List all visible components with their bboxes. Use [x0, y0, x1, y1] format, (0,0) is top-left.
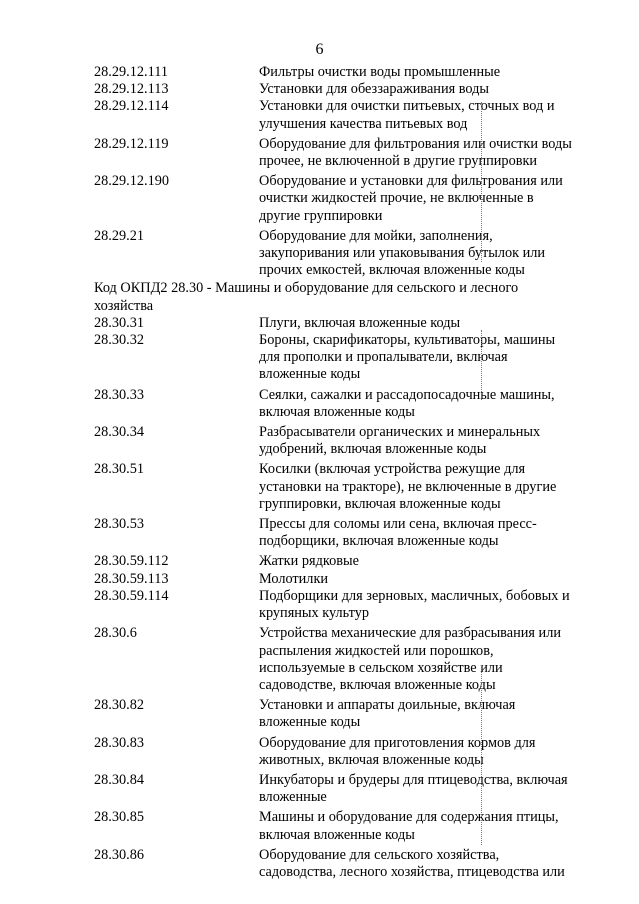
okpd-description-line: Прессы для соломы или сена, включая пресс-: [259, 516, 537, 533]
scan-margin-line: [481, 330, 482, 400]
okpd-description-line: Подборщики для зерновых, масличных, бобовых и: [259, 587, 570, 604]
okpd-description-line: крупяных культур: [259, 605, 369, 622]
okpd-row: [94, 81, 604, 98]
okpd-code: 28.30.51: [94, 461, 145, 478]
okpd-row: [94, 98, 604, 132]
okpd-description: [259, 64, 604, 81]
okpd-description: [259, 81, 604, 98]
okpd-code: 28.30.83: [94, 734, 145, 751]
okpd-description-line: Оборудование для сельского хозяйства,: [259, 846, 500, 863]
okpd-row: [94, 387, 604, 421]
okpd-code: 28.30.59.112: [94, 553, 169, 570]
okpd-description-line: улучшения качества питьевых вод: [259, 115, 468, 132]
okpd-description: [259, 809, 604, 843]
okpd-row: [94, 697, 604, 731]
okpd-code: 28.29.12.114: [94, 98, 169, 115]
okpd-description-line: Оборудование и установки для фильтрования или: [259, 173, 563, 190]
okpd-description-line: прочее, не включенной в другие группировки: [259, 153, 538, 170]
okpd-code: 28.30.59.113: [94, 570, 169, 587]
scan-margin-line: [481, 665, 482, 845]
okpd-row: [94, 625, 604, 694]
okpd-code: 28.30.32: [94, 332, 145, 349]
okpd-description-line: вложенные коды: [259, 714, 361, 731]
okpd-row: [94, 735, 604, 769]
okpd-description-line: Оборудование для приготовления кормов для: [259, 734, 536, 751]
okpd-description-line: установки на тракторе), не включенные в другие: [259, 478, 557, 495]
okpd-row: [94, 553, 604, 570]
okpd-description-line: вложенные: [259, 789, 327, 806]
okpd-row: [94, 228, 604, 280]
okpd-description: [259, 553, 604, 570]
okpd-row: [94, 173, 604, 225]
okpd-description-line: Установки для очистки питьевых, сточных вод и: [259, 98, 555, 115]
okpd-code: 28.30.59.114: [94, 587, 169, 604]
okpd-row: [94, 571, 604, 588]
okpd-description-line: Бороны, скарификаторы, культиваторы, машины: [259, 332, 556, 349]
okpd-code: 28.30.34: [94, 424, 145, 441]
okpd-code: 28.30.85: [94, 809, 145, 826]
okpd-row: [94, 588, 604, 622]
okpd-description: [259, 697, 604, 731]
section-heading-line: хозяйства: [94, 297, 154, 314]
okpd-description: [259, 387, 604, 421]
okpd-description: [259, 625, 604, 694]
scan-margin-line: [481, 102, 482, 262]
okpd-code: 28.30.82: [94, 697, 145, 714]
okpd-description-line: Установки и аппараты доильные, включая: [259, 697, 516, 714]
okpd-description-line: Косилки (включая устройства режущие для: [259, 461, 526, 478]
okpd-row: [94, 772, 604, 806]
okpd-code: 28.29.21: [94, 227, 145, 244]
okpd-description-line: Молотилки: [259, 570, 329, 587]
okpd-code: 28.29.12.111: [94, 64, 168, 80]
okpd-description-line: другие группировки: [259, 207, 383, 224]
okpd-description-line: животных, включая вложенные коды: [259, 751, 484, 768]
okpd-description-line: Сеялки, сажалки и рассадопосадочные машины,: [259, 386, 555, 403]
okpd-description-line: садоводства, лесного хозяйства, птицеводства или: [259, 863, 565, 880]
okpd-code: 28.29.12.190: [94, 173, 170, 190]
okpd-description-line: включая вложенные коды: [259, 826, 415, 843]
section-heading: [94, 280, 604, 314]
okpd-description: [259, 461, 604, 513]
okpd-description: [259, 735, 604, 769]
okpd-row: [94, 315, 604, 332]
okpd-description: [259, 772, 604, 806]
okpd-description-line: Оборудование для мойки, заполнения,: [259, 227, 493, 244]
okpd-description-line: Разбрасыватели органических и минеральных: [259, 424, 541, 441]
okpd-description-line: Инкубаторы и брудеры для птицеводства, включая: [259, 771, 568, 788]
page-number: 6: [315, 41, 324, 58]
okpd-description-line: распыления жидкостей или порошков,: [259, 642, 494, 659]
okpd-description: [259, 173, 604, 225]
okpd-description-line: используемые в сельском хозяйстве или: [259, 659, 503, 676]
okpd-description: [259, 847, 604, 881]
document-body: [94, 64, 604, 881]
okpd-row: [94, 809, 604, 843]
okpd-description-line: удобрений, включая вложенные коды: [259, 441, 487, 458]
okpd-description-line: включая вложенные коды: [259, 403, 415, 420]
okpd-code: 28.30.31: [94, 314, 145, 331]
okpd-description-line: Оборудование для фильтрования или очистки воды: [259, 135, 572, 152]
okpd-code: 28.30.6: [94, 625, 137, 642]
okpd-description-line: группировки, включая вложенные коды: [259, 495, 501, 512]
okpd-description-line: Машины и оборудование для содержания птицы,: [259, 809, 559, 826]
okpd-code: 28.29.12.113: [94, 81, 169, 98]
okpd-row: [94, 64, 604, 81]
section-heading-line: Код ОКПД2 28.30 - Машины и оборудование для сельского и лесного: [94, 280, 519, 297]
okpd-code: 28.30.86: [94, 846, 145, 863]
okpd-code: 28.30.53: [94, 516, 145, 533]
okpd-description: [259, 315, 604, 332]
okpd-description: [259, 136, 604, 170]
okpd-description-line: садоводстве, включая вложенные коды: [259, 676, 496, 693]
okpd-description-line: Устройства механические для разбрасывания или: [259, 625, 561, 642]
okpd-description: [259, 424, 604, 458]
okpd-code: 28.30.33: [94, 386, 145, 403]
okpd-description-line: для прополки и пропалыватели, включая: [259, 349, 508, 366]
okpd-list-before: [94, 64, 604, 279]
okpd-description: [259, 98, 604, 132]
okpd-description-line: закупоривания или упаковывания бутылок или: [259, 245, 546, 262]
okpd-description-line: очистки жидкостей прочие, не включенные в: [259, 190, 534, 207]
okpd-row: [94, 332, 604, 384]
okpd-code: 28.29.12.119: [94, 135, 169, 152]
okpd-row: [94, 424, 604, 458]
okpd-description: [259, 571, 604, 588]
okpd-row: [94, 516, 604, 550]
okpd-description-line: вложенные коды: [259, 366, 361, 383]
okpd-description: [259, 228, 604, 280]
okpd-description-line: Плуги, включая вложенные коды: [259, 314, 461, 331]
okpd-description-line: прочих емкостей, включая вложенные коды: [259, 262, 525, 279]
okpd-code: 28.30.84: [94, 771, 145, 788]
okpd-description-line: Фильтры очистки воды промышленные: [259, 64, 501, 80]
okpd-row: [94, 847, 604, 881]
okpd-row: [94, 461, 604, 513]
okpd-description: [259, 332, 604, 384]
okpd-row: [94, 136, 604, 170]
okpd-description-line: подборщики, включая вложенные коды: [259, 533, 499, 550]
okpd-description-line: Жатки рядковые: [259, 553, 359, 570]
okpd-description: [259, 588, 604, 622]
okpd-description-line: Установки для обеззараживания воды: [259, 81, 490, 98]
okpd-list-after: [94, 315, 604, 881]
okpd-description: [259, 516, 604, 550]
